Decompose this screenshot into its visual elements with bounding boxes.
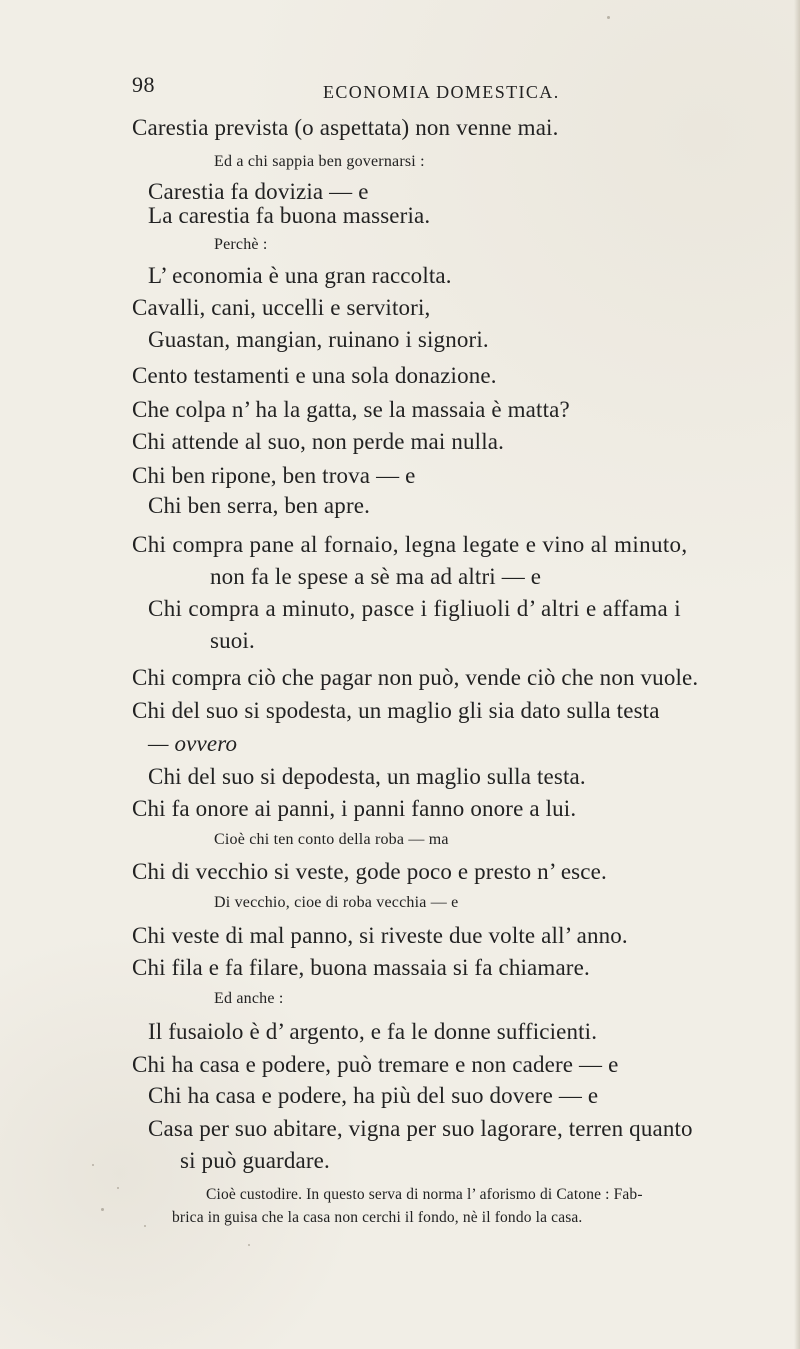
text-line: Chi ha casa e podere, può tremare e non cadere — e [132, 1052, 619, 1077]
text-line: si può guardare. [180, 1148, 330, 1173]
text-line: Chi del suo si spodesta, un maglio gli sia dato sulla testa [132, 698, 660, 723]
text-line: Ed a chi sappia ben governarsi : [214, 153, 425, 170]
text-line: suoi. [210, 628, 255, 653]
text-line: Chi compra ciò che pagar non può, vende ciò che non vuole. [132, 665, 699, 690]
text-line: Che colpa n’ ha la gatta, se la massaia è matta? [132, 397, 570, 422]
paper-speck [248, 1244, 250, 1246]
paper-speck [92, 1164, 94, 1166]
text-line: Chi ha casa e podere, ha più del suo dovere — e [148, 1083, 599, 1108]
text-line: Ed anche : [214, 990, 284, 1007]
text-line: Chi fila e fa filare, buona massaia si fa chiamare. [132, 955, 590, 980]
text-line: non fa le spese a sè ma ad altri — e [210, 564, 542, 589]
text-line: L’ economia è una gran raccolta. [148, 263, 452, 288]
text-line: Perchè : [214, 236, 268, 253]
text-line: Chi compra pane al fornaio, legna legate e vino al minuto, [132, 532, 688, 557]
paper-speck [101, 1208, 104, 1211]
text-line: Carestia prevista (o aspettata) non venne mai. [132, 115, 559, 140]
paper-speck [117, 1187, 119, 1189]
paper-speck [144, 1225, 146, 1227]
text-line: Cento testamenti e una sola donazione. [132, 363, 497, 388]
text-line: Di vecchio, cioe di roba vecchia — e [214, 894, 459, 911]
text-line: Chi ben serra, ben apre. [148, 493, 371, 518]
text-line: Carestia fa dovizia — e [148, 179, 369, 204]
text-line: Chi attende al suo, non perde mai nulla. [132, 429, 504, 454]
text-line: Chi veste di mal panno, si riveste due volte all’ anno. [132, 923, 628, 948]
text-line: La carestia fa buona masseria. [148, 203, 431, 228]
text-line: Cioè custodire. In questo serva di norma l’ aforismo di Catone : Fab- [206, 1186, 643, 1203]
text-line: Chi del suo si depodesta, un maglio sulla testa. [148, 764, 586, 789]
text-line: Cioè chi ten conto della roba — ma [214, 831, 449, 848]
paper-speck [607, 16, 610, 19]
text-line: brica in guisa che la casa non cerchi il fondo, nè il fondo la casa. [172, 1209, 583, 1226]
text-line: — ovvero [148, 731, 238, 756]
text-line: Chi fa onore ai panni, i panni fanno onore a lui. [132, 796, 577, 821]
text-line: Il fusaiolo è d’ argento, e fa le donne sufficienti. [148, 1019, 598, 1044]
text-line: Casa per suo abitare, vigna per suo lagorare, terren quanto [148, 1116, 693, 1141]
page-number: 98 [132, 72, 155, 97]
text-line: Chi compra a minuto, pasce i figliuoli d’ altri e affama i [148, 596, 681, 621]
text-line: Cavalli, cani, uccelli e servitori, [132, 295, 431, 320]
text-line: Chi di vecchio si veste, gode poco e presto n’ esce. [132, 859, 607, 884]
text-line: Chi ben ripone, ben trova — e [132, 463, 416, 488]
text-line: Guastan, mangian, ruinano i signori. [148, 327, 489, 352]
running-title: ECONOMIA DOMESTICA. [323, 82, 560, 102]
